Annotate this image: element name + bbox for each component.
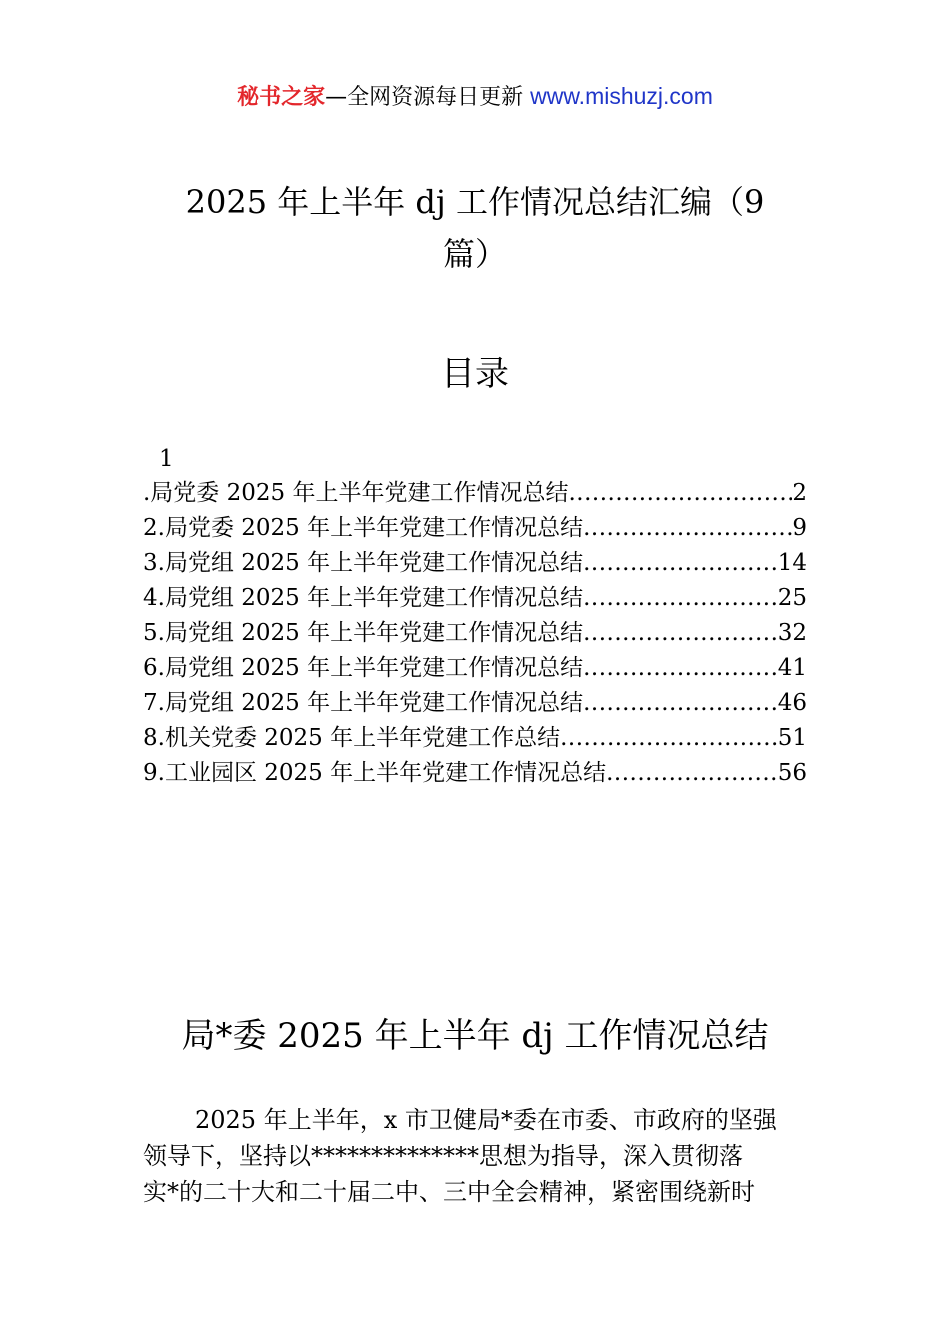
header-tagline: —全网资源每日更新 — [325, 85, 531, 110]
toc-item[interactable] — [143, 476, 807, 511]
toc-item[interactable] — [143, 616, 807, 651]
toc-item-page: 56 — [777, 760, 807, 786]
toc-dot-leader — [583, 651, 778, 686]
toc-dot-leader — [568, 476, 792, 511]
toc-dot-leader — [583, 616, 778, 651]
document-title-line-1: 2025 年上半年 dj 工作情况总结汇编（9 — [185, 183, 765, 221]
toc-item[interactable] — [143, 511, 807, 546]
toc-dot-leader — [583, 686, 778, 721]
toc-heading: 目录 — [441, 354, 509, 394]
document-title-line-2: 篇） — [442, 235, 507, 273]
toc-dot-leader — [583, 581, 778, 616]
toc-item[interactable] — [143, 721, 807, 756]
paragraph-line: 2025 年上半年，x 市卫健局*委在市委、市政府的坚强 — [195, 1106, 777, 1134]
toc-dot-leader — [560, 721, 778, 756]
toc-item-page: 51 — [777, 725, 807, 751]
toc-item[interactable] — [143, 686, 807, 721]
toc-item[interactable] — [143, 546, 807, 581]
paragraph-line: 实*的二十大和二十届二中、三中全会精神，紧密围绕新时 — [143, 1178, 755, 1206]
toc-dot-leader — [583, 511, 792, 546]
toc-item-page: 46 — [777, 690, 807, 716]
toc-item-label: 7.局党组 2025 年上半年党建工作情况总结 — [143, 690, 584, 716]
toc-item[interactable] — [143, 651, 807, 686]
toc-item[interactable] — [143, 581, 807, 616]
toc-item-page: 32 — [777, 620, 807, 646]
watermark-header — [0, 80, 950, 114]
paragraph-line: 领导下，坚持以**************思想为指导，深入贯彻落 — [143, 1142, 743, 1170]
toc-dot-leader — [606, 756, 778, 791]
site-url-link[interactable]: www.mishuzj.com — [530, 83, 713, 109]
toc-item-page: 41 — [777, 655, 807, 681]
toc-item-label: 6.局党组 2025 年上半年党建工作情况总结 — [143, 655, 584, 681]
toc-item-label: 5.局党组 2025 年上半年党建工作情况总结 — [143, 620, 584, 646]
toc-item-label: 9.工业园区 2025 年上半年党建工作情况总结 — [143, 760, 607, 786]
toc-item-label: 4.局党组 2025 年上半年党建工作情况总结 — [143, 585, 584, 611]
toc-item-page: 25 — [777, 585, 807, 611]
toc-item[interactable] — [143, 756, 807, 791]
brand-name: 秘书之家 — [237, 85, 326, 110]
toc-item-page: 9 — [792, 515, 807, 541]
toc-first-item-number: 1 — [159, 446, 174, 472]
toc-item-label: 2.局党委 2025 年上半年党建工作情况总结 — [143, 515, 584, 541]
table-of-contents — [143, 442, 807, 791]
section-title: 局*委 2025 年上半年 dj 工作情况总结 — [181, 1016, 769, 1056]
toc-item-page: 2 — [792, 480, 807, 506]
document-title — [170, 176, 780, 280]
body-paragraph — [143, 1102, 807, 1210]
toc-item-label: 8.机关党委 2025 年上半年党建工作总结 — [143, 725, 561, 751]
toc-item-page: 14 — [777, 550, 807, 576]
toc-item-label: 3.局党组 2025 年上半年党建工作情况总结 — [143, 550, 584, 576]
toc-dot-leader — [583, 546, 778, 581]
toc-item-label: .局党委 2025 年上半年党建工作情况总结 — [143, 480, 569, 506]
